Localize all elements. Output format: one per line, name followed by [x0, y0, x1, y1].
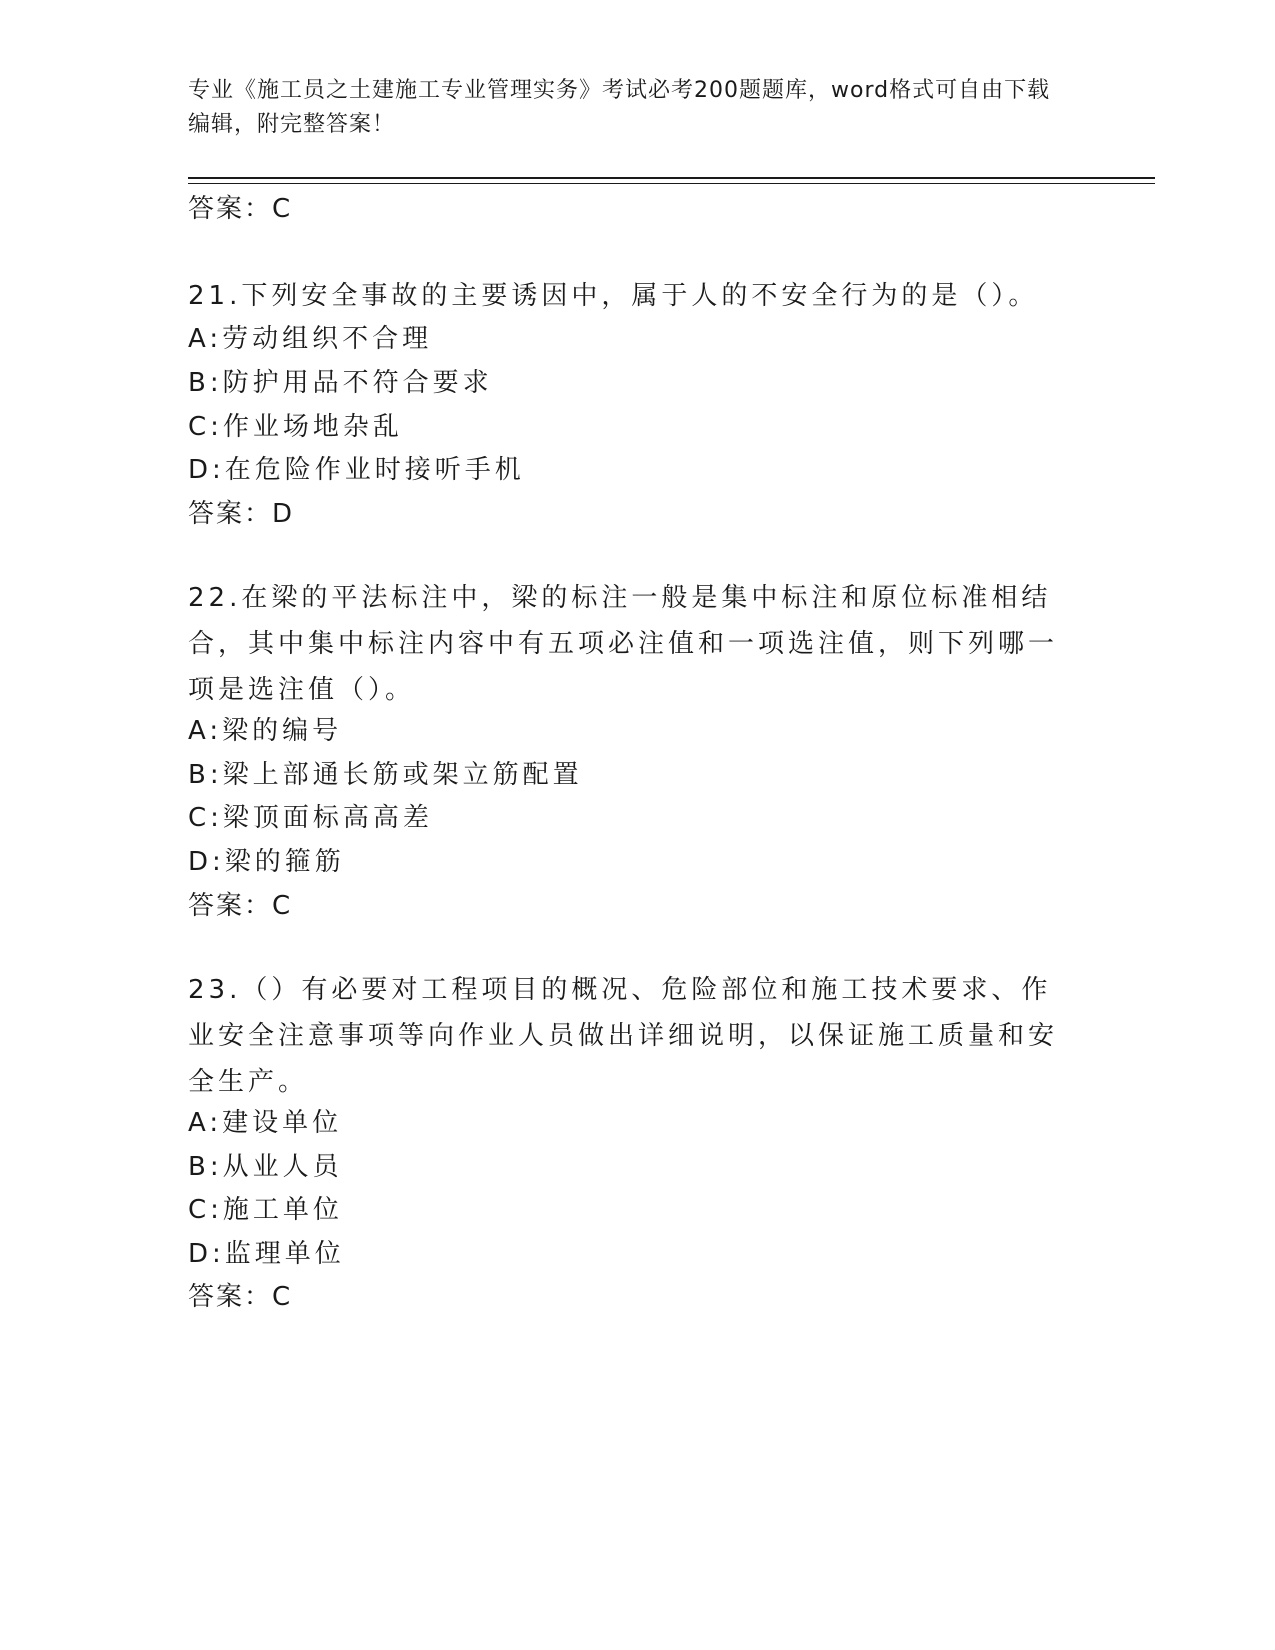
option-b: B:防护用品不符合要求 [188, 368, 493, 398]
page-header: 专业《施工员之土建施工专业管理实务》考试必考200题题库，word格式可自由下载编辑，附完整答案！ [188, 78, 1051, 137]
option-d: D:梁的箍筋 [188, 847, 345, 877]
answer-line: 答案：C [188, 194, 293, 224]
option-c: C:作业场地杂乱 [188, 412, 403, 442]
question-stem: 23.（）有必要对工程项目的概况、危险部位和施工技术要求、作业安全注意事项等向作业人员做出详细说明，以保证施工质量和安全生产。 [188, 975, 1059, 1097]
option-b: B:梁上部通长筋或架立筋配置 [188, 760, 583, 790]
question-stem: 21.下列安全事故的主要诱因中，属于人的不安全行为的是（）。 [188, 281, 1039, 311]
option-d: D:监理单位 [188, 1239, 345, 1269]
option-a: A:建设单位 [188, 1108, 343, 1138]
option-c: C:梁顶面标高高差 [188, 803, 433, 833]
header-divider-thin [188, 183, 1155, 184]
option-a: A:劳动组织不合理 [188, 324, 433, 354]
option-a: A:梁的编号 [188, 716, 343, 746]
answer-line: 答案：C [188, 1282, 293, 1312]
answer-line: 答案：C [188, 891, 293, 921]
header-divider [188, 177, 1155, 179]
option-b: B:从业人员 [188, 1152, 343, 1182]
option-c: C:施工单位 [188, 1195, 343, 1225]
answer-line: 答案：D [188, 499, 295, 529]
option-d: D:在危险作业时接听手机 [188, 455, 525, 485]
question-stem: 22.在梁的平法标注中，梁的标注一般是集中标注和原位标准相结合，其中集中标注内容中有五项必注值和一项选注值，则下列哪一项是选注值（）。 [188, 583, 1059, 705]
